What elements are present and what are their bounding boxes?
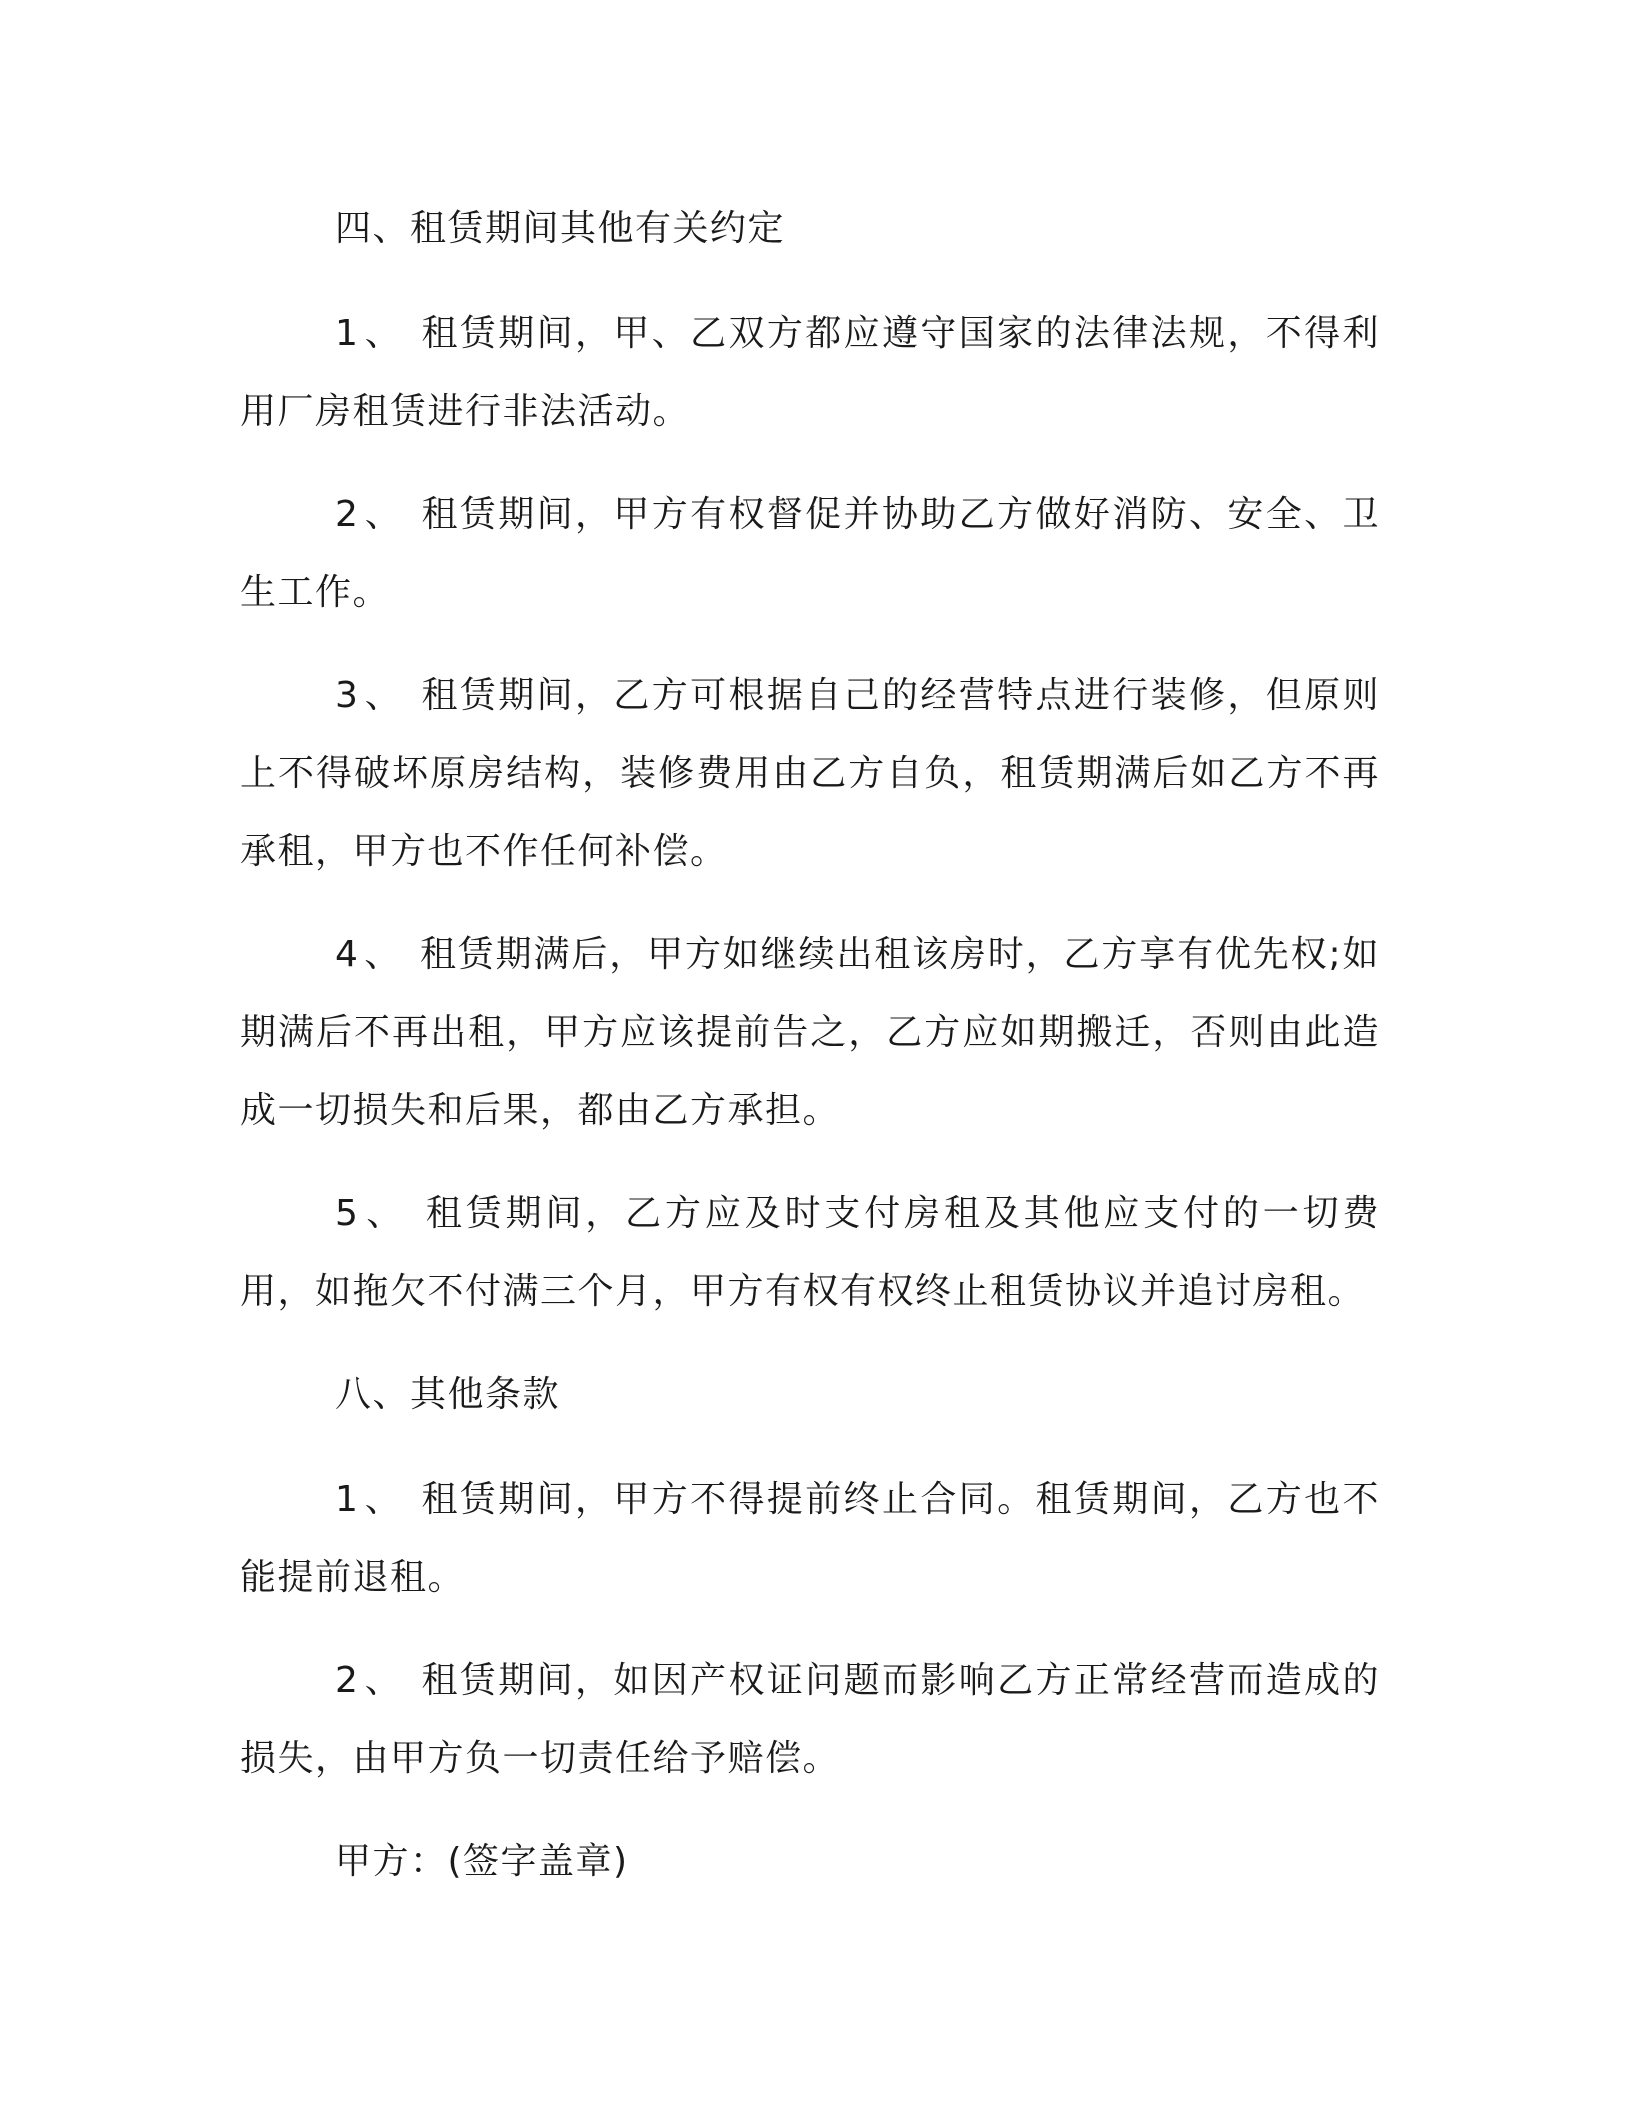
clause-number: 1、 [335,313,408,354]
clause-text: 租赁期间，如因产权证问题而影响乙方正常经营而造成的损失，由甲方负一切责任给予赔偿。 [240,1660,1380,1779]
clause-4-3 [240,657,1380,891]
heading-text: 八、其他条款 [335,1374,561,1415]
clause-text: 租赁期间，乙方应及时支付房租及其他应支付的一切费用，如拖欠不付满三个月，甲方有权有权终止租赁协议并追讨房租。 [240,1193,1380,1312]
clause-4-5 [240,1175,1380,1331]
clause-8-1 [240,1461,1380,1617]
signature-line-party-a [240,1823,1380,1901]
signature-text: 甲方：(签字盖章) [335,1841,629,1882]
clause-4-1 [240,295,1380,451]
clause-8-2 [240,1642,1380,1798]
clause-number: 3、 [335,675,408,716]
document-page [240,190,1380,1926]
clause-number: 4、 [335,934,407,975]
clause-number: 1、 [335,1479,408,1520]
clause-number: 5、 [335,1193,411,1234]
heading-text: 四、租赁期间其他有关约定 [335,208,786,249]
clause-text: 租赁期间，甲、乙双方都应遵守国家的法律法规，不得利用厂房租赁进行非法活动。 [240,313,1380,432]
section-heading-8 [240,1356,1380,1434]
clause-text: 租赁期间，乙方可根据自己的经营特点进行装修，但原则上不得破坏原房结构，装修费用由乙方自负，租赁期满后如乙方不再承租，甲方也不作任何补偿。 [240,675,1380,872]
clause-text: 租赁期间，甲方不得提前终止合同。租赁期间，乙方也不能提前退租。 [240,1479,1380,1598]
clause-text: 租赁期间，甲方有权督促并协助乙方做好消防、安全、卫生工作。 [240,494,1380,613]
clause-4-4 [240,916,1380,1150]
clause-number: 2、 [335,1660,408,1701]
clause-4-2 [240,476,1380,632]
clause-text: 租赁期满后，甲方如继续出租该房时，乙方享有优先权;如期满后不再出租，甲方应该提前告之，乙方应如期搬迁，否则由此造成一切损失和后果，都由乙方承担。 [240,934,1380,1131]
clause-number: 2、 [335,494,408,535]
section-heading-4 [240,190,1380,268]
